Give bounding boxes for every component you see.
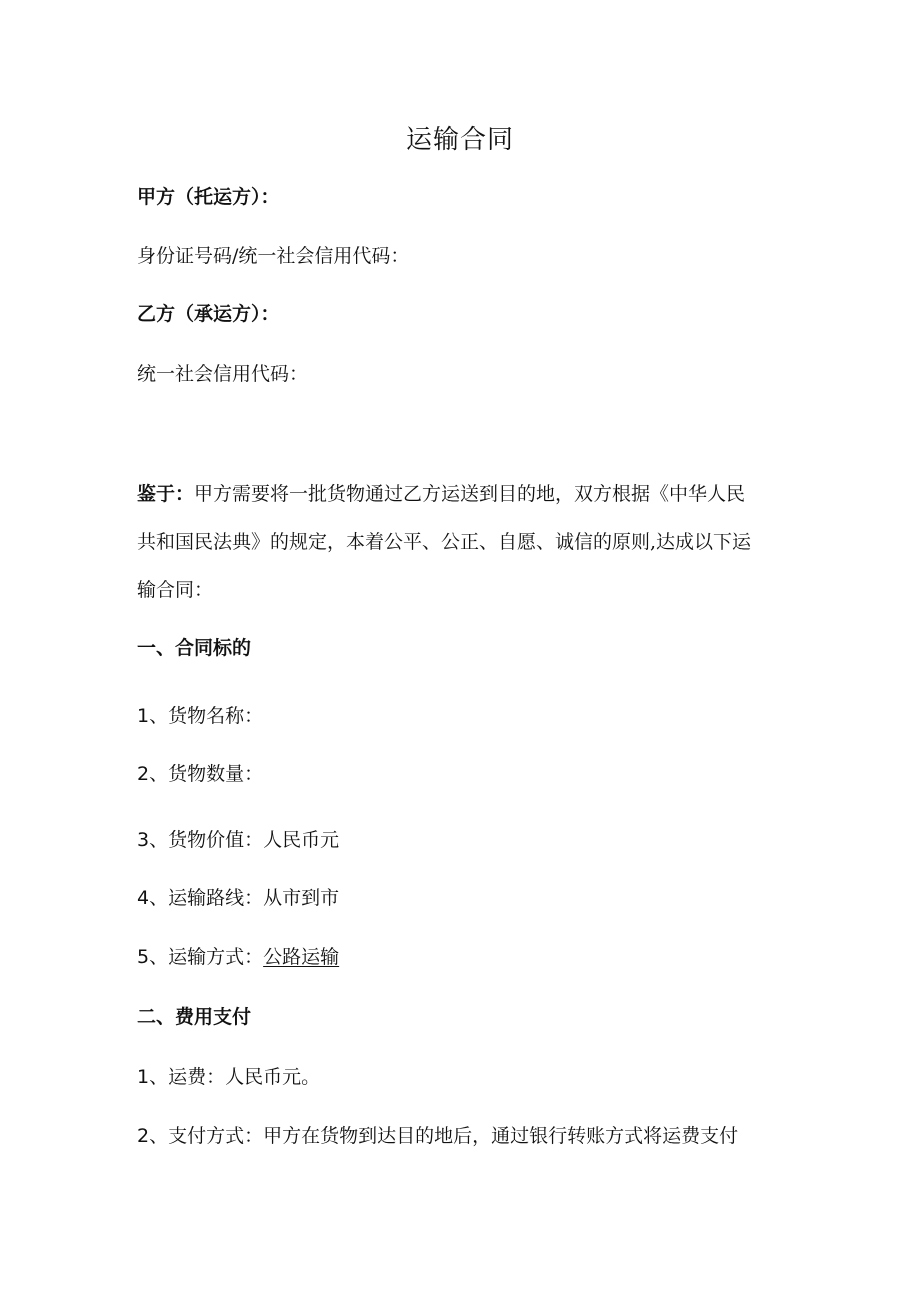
item-number: 1 (137, 1066, 150, 1088)
party-a-id-label: 身份证号码/统一社会信用代码： (137, 245, 410, 267)
section-1-item-4 (137, 886, 339, 910)
section-1-item-3 (137, 828, 339, 852)
item-text: 运输方式： (168, 946, 264, 968)
item-text: 运费：人民币元。 (168, 1066, 321, 1088)
preamble-lead: 鉴于： (137, 483, 195, 505)
item-separator: 、 (149, 705, 169, 727)
item-number: 5 (137, 946, 150, 968)
item-number: 2 (137, 763, 150, 785)
item-separator: 、 (149, 763, 169, 785)
party-b-id-label: 统一社会信用代码： (137, 363, 309, 385)
section-1-item-5 (137, 945, 339, 969)
item-separator: 、 (149, 1066, 169, 1088)
preamble-line-2: 共和国民法典》的规定，本着公平、公正、自愿、诚信的原则,达成以下运 (137, 531, 752, 553)
item-text: 货物名称： (168, 705, 264, 727)
item-number: 1 (137, 705, 150, 727)
item-text: 货物价值：人民币元 (168, 829, 340, 851)
item-separator: 、 (149, 1125, 169, 1147)
item-separator: 、 (149, 946, 169, 968)
section-1-item-1 (137, 704, 263, 728)
item-text: 运输路线：从市到市 (168, 887, 340, 909)
section-2-item-1 (137, 1065, 320, 1089)
preamble-line-1 (137, 482, 745, 506)
section-2-item-2 (137, 1124, 738, 1148)
section-1-heading: 一、合同标的 (137, 637, 252, 659)
item-text: 支付方式：甲方在货物到达目的地后，通过银行转账方式将运费支付 (168, 1125, 739, 1147)
party-b-label: 乙方（承运方）： (137, 303, 280, 325)
item-separator: 、 (149, 829, 169, 851)
item-number: 4 (137, 887, 150, 909)
section-2-heading: 二、费用支付 (137, 1006, 252, 1028)
item-number: 3 (137, 829, 150, 851)
preamble-text-1: 甲方需要将一批货物通过乙方运送到目的地，双方根据《中华人民 (194, 483, 746, 505)
section-1-item-2 (137, 762, 263, 786)
item-text: 货物数量： (168, 763, 264, 785)
item-separator: 、 (149, 887, 169, 909)
party-a-label: 甲方（托运方）： (137, 186, 280, 208)
item-number: 2 (137, 1125, 150, 1147)
transport-mode-value: 公路运输 (263, 946, 340, 968)
preamble-line-3: 输合同： (137, 579, 214, 601)
document-title: 运输合同 (405, 125, 514, 155)
